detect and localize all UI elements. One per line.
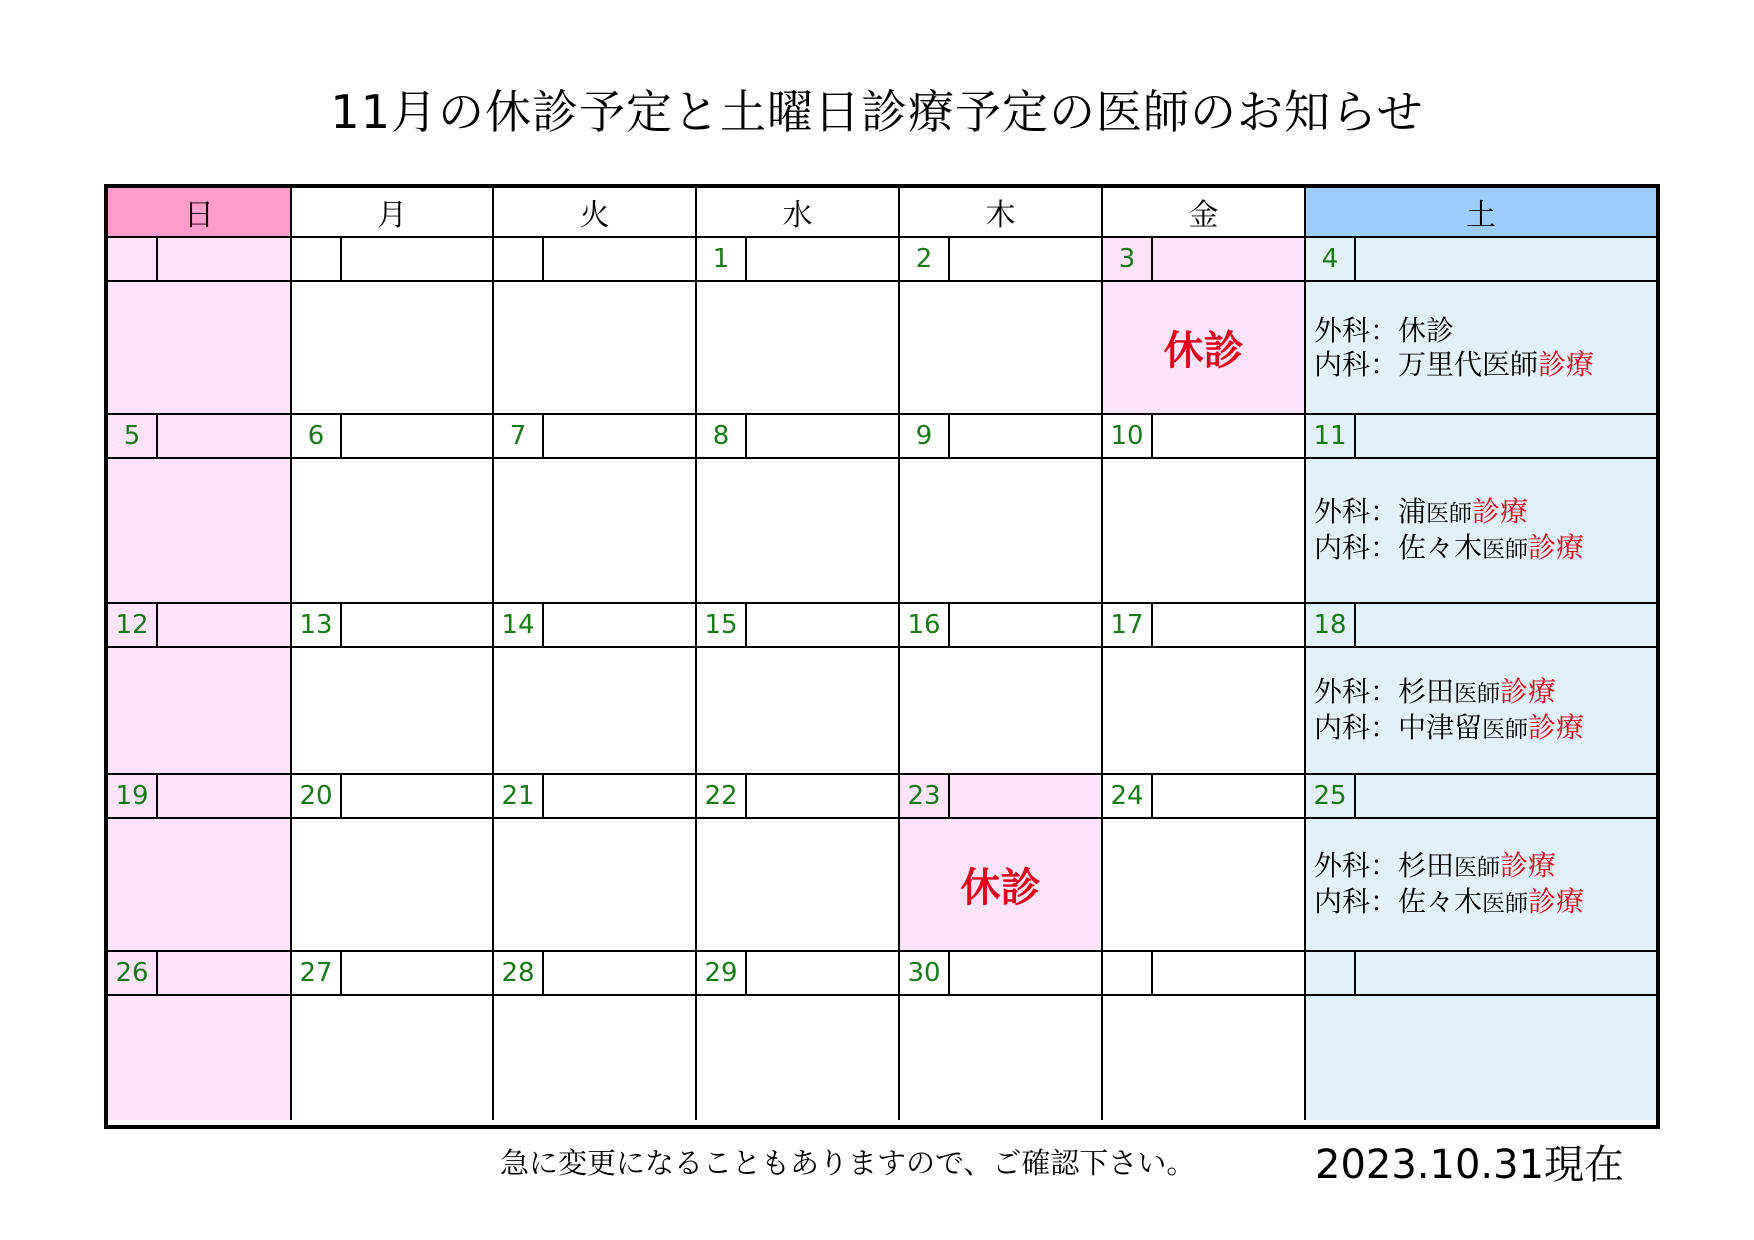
doctor-suffix: 医師 — [1482, 536, 1529, 563]
doctor-name: 杉田 — [1398, 674, 1455, 708]
closed-label: 休診 — [960, 865, 1041, 911]
dept-label: 内科： — [1314, 710, 1399, 744]
calendar-grid — [104, 184, 1660, 1129]
date-number — [292, 238, 342, 280]
dept-label: 外科： — [1314, 313, 1399, 347]
date-cell — [697, 775, 900, 819]
date-cell — [1103, 775, 1306, 819]
day-body — [900, 648, 1103, 775]
date-cell — [1306, 604, 1656, 648]
doctor-suffix: 医師 — [1482, 347, 1539, 381]
doctor-suffix: 医師 — [1454, 680, 1501, 707]
date-cell — [494, 775, 697, 819]
status-text: 診療 — [1528, 884, 1585, 918]
date-cell — [697, 952, 900, 996]
date-number: 25 — [1306, 775, 1356, 817]
date-number: 4 — [1306, 238, 1356, 280]
date-cell — [900, 415, 1103, 459]
day-body — [1103, 819, 1306, 952]
date-number: 21 — [494, 775, 544, 817]
dept-label: 外科： — [1314, 494, 1399, 528]
saturday-schedule — [1306, 819, 1656, 952]
date-cell — [108, 238, 292, 282]
weekday-header-tue: 火 — [494, 188, 697, 238]
date-number: 30 — [900, 952, 950, 994]
date-cell — [292, 415, 494, 459]
status-text: 診療 — [1500, 674, 1557, 708]
date-cell — [697, 415, 900, 459]
day-body — [697, 648, 900, 775]
date-cell — [697, 604, 900, 648]
date-cell — [1103, 415, 1306, 459]
weekday-header-thu: 木 — [900, 188, 1103, 238]
date-cell — [292, 952, 494, 996]
dept-label: 外科： — [1314, 674, 1399, 708]
doctor-name: 杉田 — [1398, 848, 1455, 882]
date-number: 17 — [1103, 604, 1153, 646]
date-cell — [1306, 952, 1656, 996]
date-number: 29 — [697, 952, 747, 994]
date-number: 16 — [900, 604, 950, 646]
day-body — [697, 819, 900, 952]
date-number: 5 — [108, 415, 158, 457]
day-body — [108, 459, 292, 604]
date-number: 23 — [900, 775, 950, 817]
internal-line — [1314, 885, 1584, 921]
date-number: 8 — [697, 415, 747, 457]
status-text: 診療 — [1528, 710, 1585, 744]
date-cell — [292, 238, 494, 282]
day-body — [1103, 648, 1306, 775]
date-cell — [494, 415, 697, 459]
weekday-header-mon: 月 — [292, 188, 494, 238]
day-body — [292, 459, 494, 604]
day-body — [494, 648, 697, 775]
date-number: 26 — [108, 952, 158, 994]
day-body — [108, 819, 292, 952]
day-body — [697, 459, 900, 604]
day-body — [108, 282, 292, 415]
day-body — [292, 996, 494, 1120]
dept-label: 外科： — [1314, 848, 1399, 882]
date-cell — [108, 775, 292, 819]
date-number: 11 — [1306, 415, 1356, 457]
day-body — [1103, 459, 1306, 604]
date-cell — [108, 415, 292, 459]
day-body — [108, 996, 292, 1120]
status-text: 診療 — [1472, 494, 1529, 528]
date-cell — [900, 775, 1103, 819]
dept-label: 内科： — [1314, 347, 1399, 381]
date-number: 2 — [900, 238, 950, 280]
date-number: 12 — [108, 604, 158, 646]
closed-label: 休診 — [1163, 328, 1244, 374]
day-body — [292, 648, 494, 775]
doctor-name: 浦 — [1398, 494, 1427, 528]
weekday-header-fri: 金 — [1103, 188, 1306, 238]
date-cell — [900, 238, 1103, 282]
day-body — [108, 648, 292, 775]
day-body-closed — [1103, 282, 1306, 415]
day-body — [494, 996, 697, 1120]
date-cell — [108, 952, 292, 996]
surgery-line — [1314, 675, 1556, 711]
doctor-name: 中津留 — [1398, 710, 1483, 744]
day-body — [292, 282, 494, 415]
surgery-line — [1314, 314, 1454, 348]
date-cell — [292, 604, 494, 648]
date-cell — [292, 775, 494, 819]
day-body — [900, 459, 1103, 604]
date-cell — [697, 238, 900, 282]
weekday-header-sat: 土 — [1306, 188, 1656, 238]
day-body — [1306, 996, 1656, 1120]
doctor-name: 佐々木 — [1398, 884, 1483, 918]
date-number — [1103, 952, 1153, 994]
surgery-line — [1314, 495, 1528, 531]
date-number: 20 — [292, 775, 342, 817]
date-number: 9 — [900, 415, 950, 457]
date-cell — [1306, 775, 1656, 819]
date-cell — [1103, 604, 1306, 648]
date-cell — [494, 604, 697, 648]
date-number — [108, 238, 158, 280]
date-number: 22 — [697, 775, 747, 817]
saturday-schedule — [1306, 459, 1656, 604]
day-body — [697, 996, 900, 1120]
as-of-date: 2023.10.31現在 — [1315, 1142, 1625, 1188]
doctor-suffix: 医師 — [1454, 854, 1501, 881]
page-title: 11月の休診予定と土曜日診療予定の医師のお知らせ — [330, 85, 1424, 139]
doctor-suffix: 医師 — [1482, 890, 1529, 917]
internal-line — [1314, 531, 1584, 567]
day-body — [494, 819, 697, 952]
saturday-schedule — [1306, 648, 1656, 775]
day-body — [1103, 996, 1306, 1120]
day-body — [292, 819, 494, 952]
surgery-line — [1314, 849, 1556, 885]
day-body — [494, 282, 697, 415]
date-number: 28 — [494, 952, 544, 994]
date-number: 7 — [494, 415, 544, 457]
date-cell — [1103, 952, 1306, 996]
day-body — [900, 282, 1103, 415]
date-cell — [1103, 238, 1306, 282]
date-number: 18 — [1306, 604, 1356, 646]
weekday-header-sun: 日 — [108, 188, 292, 238]
date-cell — [108, 604, 292, 648]
date-number: 13 — [292, 604, 342, 646]
status-text: 診療 — [1528, 530, 1585, 564]
doctor-name: 万里代 — [1398, 347, 1483, 381]
day-body — [900, 996, 1103, 1120]
date-cell — [1306, 238, 1656, 282]
date-number: 3 — [1103, 238, 1153, 280]
doctor-suffix: 医師 — [1482, 716, 1529, 743]
dept-label: 内科： — [1314, 884, 1399, 918]
dept-label: 内科： — [1314, 530, 1399, 564]
date-number: 27 — [292, 952, 342, 994]
date-number: 19 — [108, 775, 158, 817]
date-number: 24 — [1103, 775, 1153, 817]
internal-line — [1314, 348, 1594, 382]
day-body-closed — [900, 819, 1103, 952]
notice-text: 急に変更になることもありますので、ご確認下さい。 — [500, 1146, 1196, 1180]
doctor-name: 休診 — [1398, 313, 1455, 347]
date-cell — [494, 238, 697, 282]
weekday-header-wed: 水 — [697, 188, 900, 238]
day-body — [697, 282, 900, 415]
date-cell — [900, 952, 1103, 996]
date-number: 15 — [697, 604, 747, 646]
doctor-suffix: 医師 — [1426, 500, 1473, 527]
date-number: 6 — [292, 415, 342, 457]
date-cell — [900, 604, 1103, 648]
date-number: 10 — [1103, 415, 1153, 457]
internal-line — [1314, 711, 1584, 747]
status-text: 診療 — [1538, 347, 1595, 381]
date-number — [494, 238, 544, 280]
date-number: 14 — [494, 604, 544, 646]
date-cell — [494, 952, 697, 996]
date-number: 1 — [697, 238, 747, 280]
day-body — [494, 459, 697, 604]
status-text: 診療 — [1500, 848, 1557, 882]
date-cell — [1306, 415, 1656, 459]
date-number — [1306, 952, 1356, 994]
saturday-schedule — [1306, 282, 1656, 415]
doctor-name: 佐々木 — [1398, 530, 1483, 564]
